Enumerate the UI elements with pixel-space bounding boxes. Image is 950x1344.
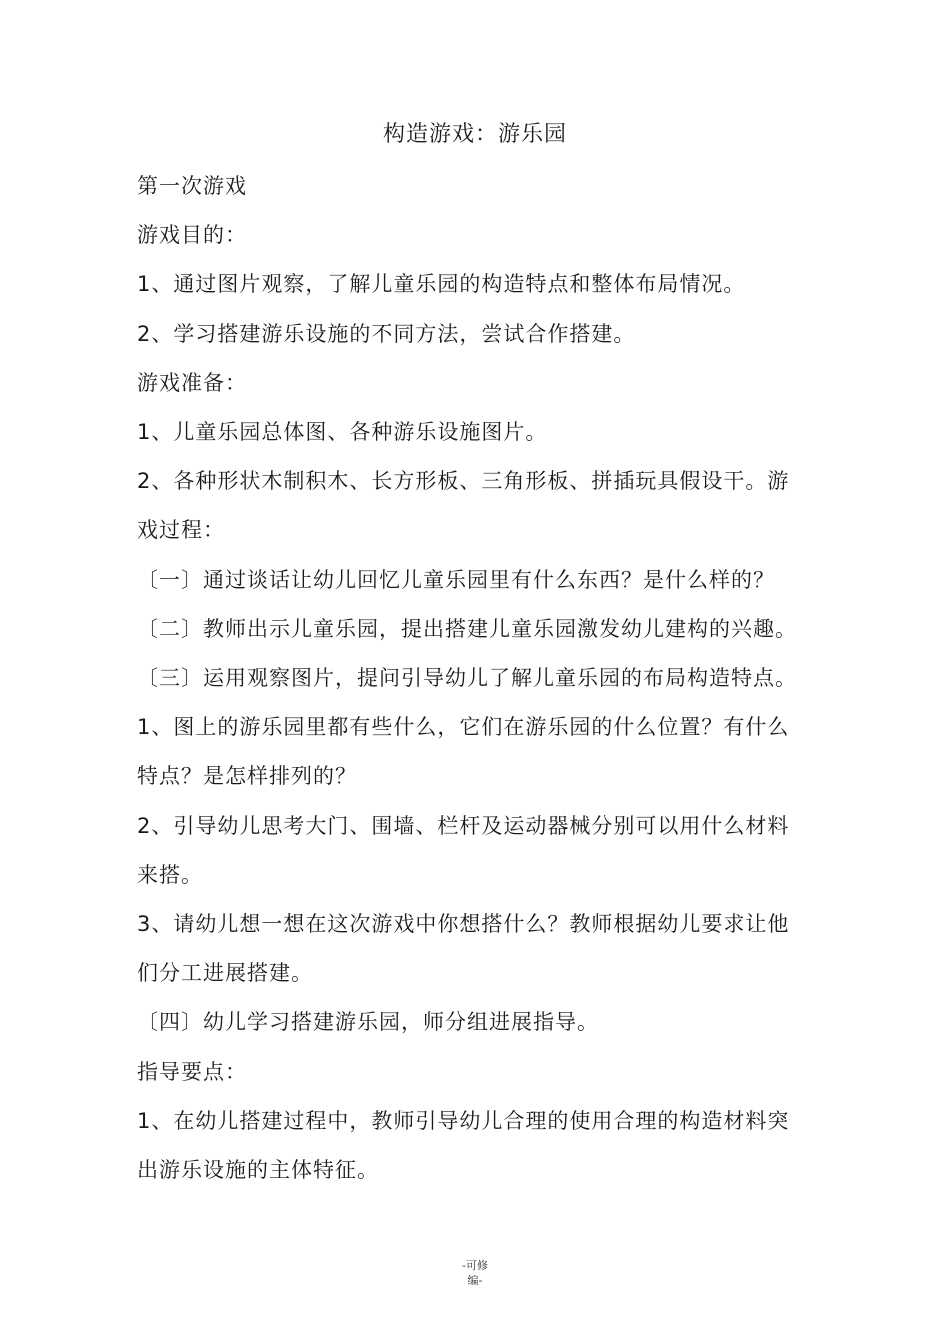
text-line: 1、在幼儿搭建过程中，教师引导幼儿合理的使用合理的构造材料突	[137, 1108, 790, 1133]
page-footer	[0, 1258, 950, 1288]
document-body	[137, 162, 805, 1195]
text-line: 们分工进展搭建。	[137, 961, 313, 986]
text-line: 2、各种形状木制积木、长方形板、三角形板、拼插玩具假设干。游	[137, 469, 790, 494]
text-line: 特点？是怎样排列的？	[137, 764, 357, 789]
text-line: 出游乐设施的主体特征。	[137, 1158, 379, 1183]
document-title: 构造游戏：游乐园	[382, 122, 567, 147]
text-line: 1、儿童乐园总体图、各种游乐设施图片。	[137, 420, 548, 445]
text-line: 1、通过图片观察，了解儿童乐园的构造特点和整体布局情况。	[137, 272, 746, 297]
footer-line: -可修	[462, 1259, 488, 1272]
footer-line: 编-	[467, 1274, 483, 1287]
text-line: 〔一〕通过谈话让幼儿回忆儿童乐园里有什么东西？是什么样的？	[137, 567, 775, 592]
text-line: 〔四〕幼儿学习搭建游乐园，师分组进展指导。	[137, 1010, 599, 1035]
text-line: 〔二〕教师出示儿童乐园，提出搭建儿童乐园激发幼儿建构的兴趣。	[137, 616, 797, 641]
text-line: 戏过程：	[137, 518, 225, 543]
text-line: 指导要点：	[137, 1059, 247, 1084]
text-line: 1、图上的游乐园里都有些什么，它们在游乐园的什么位置？有什么	[137, 715, 790, 740]
text-line: 〔三〕运用观察图片，提问引导幼儿了解儿童乐园的布局构造特点。	[137, 666, 797, 691]
text-line: 2、引导幼儿思考大门、围墙、栏杆及运动器械分别可以用什么材料	[137, 813, 790, 838]
text-line: 游戏准备：	[137, 370, 247, 395]
text-line: 3、请幼儿想一想在这次游戏中你想搭什么？教师根据幼儿要求让他	[137, 912, 790, 937]
text-line: 来搭。	[137, 862, 203, 887]
text-line: 2、学习搭建游乐设施的不同方法，尝试合作搭建。	[137, 321, 636, 346]
text-line: 第一次游戏	[137, 174, 247, 198]
text-line: 游戏目的：	[137, 223, 247, 248]
